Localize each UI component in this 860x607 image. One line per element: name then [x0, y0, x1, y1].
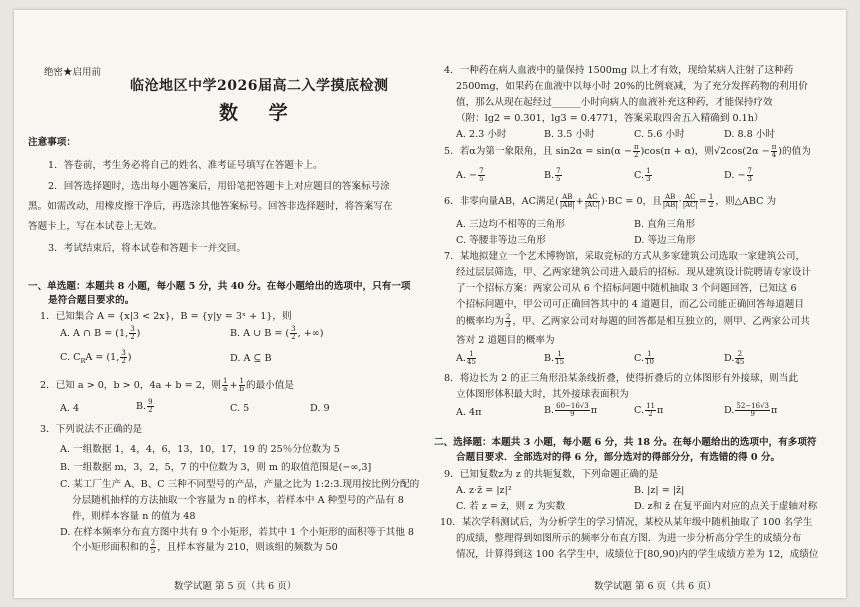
question-1-option-c: C. $C_RA = (1$, $\frac{3}{2}$ ) [60, 349, 132, 365]
question-4-stem-cont: 2500mg，如果药在血液中以每小时 20%的比例衰减，为了充分发挥药物的利用价 [456, 81, 808, 92]
question-1-stem: 1．已知集合 A = {x|3 < 2x}，B = {y|y = 3ˣ + 1}，则 [40, 311, 292, 322]
question-3-option-b: B. 一组数据 m，3，2，5，7 的中位数为 3，则 m 的取值范围是(−∞,3] [60, 462, 372, 473]
question-5-option-a: A. − $\frac{7}{5}$ [456, 167, 484, 183]
question-3-option-c-cont: 件，则样本容量 n 的值为 48 [72, 511, 196, 522]
question-7-stem-cont: 个招标问题中，甲公司可正确回答其中的 4 道题目，而乙公司能正确回答每道题目 [456, 299, 804, 310]
page-footer: 数学试题 第 6 页（共 6 页） [594, 581, 717, 592]
question-7-stem-cont: 的概率均为 $\frac{2}{3}$ ，甲、乙两家公司对每题的回答都是相互独立的，则甲、乙两家公司共 [456, 313, 810, 329]
section2-heading: 二、选择题：本题共 3 小题，每小题 6 分，共 18 分。在每小题给出的选项中，有多项符 [434, 437, 817, 448]
question-7-option-d: D. $\frac{2}{45}$ [724, 350, 745, 366]
question-9-option-c: C. 若 z = z̄，则 z 为实数 [456, 501, 566, 512]
subject-title: 数 学 [219, 102, 300, 124]
question-3-option-c: C. 某工厂生产 A、B、C 三种不同型号的产品，产量之比为 1:2:3.现用按比例分配的 [60, 479, 420, 490]
question-2-option-a: A. 4 [60, 403, 80, 414]
question-4-stem: 4．一种药在病人血液中的量保持 1500mg 以上才有效，现给某病人注射了这种药 [444, 65, 794, 76]
question-10-stem: 10．某次学科测试后，为分析学生的学习情况，某校从某年级中随机抽取了 100 名学生 [440, 517, 813, 528]
question-1-option-d: D. A ⊆ B [230, 353, 272, 364]
question-8-option-d: D. $\frac{52-16√3}{9}$ π [724, 402, 778, 418]
question-7-stem-cont: 经过层层筛选，甲、乙两家建筑公司进入最后的招标．现从建筑设计院聘请专家设计 [456, 267, 811, 278]
page-right [434, 10, 834, 598]
question-4-option-d: D. 8.8 小时 [724, 129, 775, 140]
question-8-option-c: C. $\frac{11}{2}$ π [634, 402, 664, 418]
question-5-option-d: D. − $\frac{7}{3}$ [724, 167, 752, 183]
question-9-option-d: D. z和 z̄ 在复平面内对应的点关于虚轴对称 [634, 501, 818, 512]
question-4-option-a: A. 2.3 小时 [456, 129, 507, 140]
question-6-option-c: C. 等腰非等边三角形 [456, 235, 546, 246]
question-3-option-d: D. 在样本频率分布直方图中共有 9 个小矩形，若其中 1 个小矩形的面积等于其他 8 [60, 527, 415, 538]
question-9-option-a: A. z·z̄ = |z|² [456, 485, 512, 496]
section2-heading-cont: 合题目要求．全部选对的得 6 分，部分选对的得部分分，有选错的得 0 分。 [456, 452, 781, 463]
note-line: 3．考试结束后，将本试卷和答题卡一并交回。 [48, 243, 246, 254]
section1-heading: 一、单选题：本题共 8 小题，每小题 5 分，共 40 分。在每小题给出的选项中，只有一项 [28, 281, 411, 292]
note-line: 1．答卷前，考生务必将自己的姓名、准考证号填写在答题卡上。 [48, 160, 323, 171]
exam-title: 临沧地区中学2026届高二入学摸底检测 [130, 78, 389, 94]
question-1-option-b: B. A ∪ B = ( $\frac{3}{2}$ , +∞) [230, 325, 324, 341]
question-3-option-d-cont: 个小矩形面积和的 $\frac{2}{5}$ ，且样本容量为 210，则该组的频数为 50 [72, 539, 338, 555]
question-2-option-d: D. 9 [310, 403, 330, 414]
question-9-option-b: B. |z| = |z̄| [634, 485, 685, 496]
question-7-option-b: B. $\frac{1}{15}$ [544, 350, 565, 366]
question-8-stem-cont: 立体图形体积最大时，其外接球表面积为 [456, 389, 629, 400]
page-left [14, 10, 420, 598]
question-5-option-c: C. $\frac{1}{3}$ [634, 167, 651, 183]
notes-title: 注意事项： [28, 137, 76, 148]
note-line: 2．回答选择题时，选出每小题答案后，用铅笔把答题卡上对应题目的答案标号涂 [48, 181, 390, 192]
question-2-option-b: B. $\frac{9}{2}$ [136, 398, 153, 414]
question-1-option-a: A. A ∩ B = (1, $\frac{3}{2}$ ) [60, 325, 141, 341]
question-2-stem: 2．已知 a > 0，b > 0，4a + b = 2，则 $\frac{1}{a}$ + $\frac{1}{b}$ 的最小值是 [40, 377, 294, 393]
question-7-option-a: A. $\frac{1}{45}$ [456, 350, 476, 366]
question-5-option-b: B. $\frac{7}{5}$ [544, 167, 561, 183]
question-8-stem: 8．将边长为 2 的正三角形沿某条线折叠，使得折叠后的立体图形有外接球，则当此 [444, 373, 799, 384]
question-4-option-b: B. 3.5 小时 [544, 129, 595, 140]
question-3-option-a: A. 一组数据 1，4，4，6，13，10，17，19 的 25％分位数为 5 [60, 444, 340, 455]
question-7-stem-cont: 了一个招标方案：两家公司从 6 个招标问题中随机抽取 3 个问题回答，已知这 6 [456, 283, 797, 294]
question-6-option-b: B. 直角三角形 [634, 219, 696, 230]
note-line: 答题卡上，写在本试卷上无效。 [28, 221, 163, 232]
secret-label: 绝密★启用前 [44, 67, 102, 78]
question-2-option-c: C. 5 [230, 403, 250, 414]
question-9-stem: 9．已知复数z为 z 的共轭复数，下列命题正确的是 [444, 469, 659, 480]
page-footer: 数学试题 第 5 页（共 6 页） [174, 581, 297, 592]
question-7-option-c: C. $\frac{1}{10}$ [634, 350, 654, 366]
question-6-option-a: A. 三边均不相等的三角形 [456, 219, 565, 230]
question-3-option-c-cont: 分层随机抽样的方法抽取一个容量为 n 的样本，若样本中 A 种型号的产品有 8 [72, 495, 404, 506]
question-8-option-b: B. $\frac{60-16√3}{9}$ π [544, 402, 598, 418]
question-7-stem: 7．某地拟建立一个艺术博物馆，采取竞标的方式从多家建筑公司选取一家建筑公司， [444, 251, 806, 262]
question-4-stem-cont: （附：lg2 = 0.301，lg3 = 0.4771，答案采取四舍五入精确到 0.1h） [456, 113, 764, 124]
question-7-stem-cont: 答对 2 道题目的概率为 [456, 335, 555, 346]
question-3-stem: 3．下列说法不正确的是 [40, 424, 143, 435]
question-8-option-a: A. 4π [456, 407, 482, 418]
note-line: 黑。如需改动，用橡皮擦干净后，再选涂其他答案标号。回答非选择题时，将答案写在 [28, 201, 393, 212]
exam-sheet [14, 10, 846, 598]
question-6-option-d: D. 等边三角形 [634, 235, 696, 246]
question-5-stem: 5．若α为第一象限角，且 sin2α = sin(α − $\frac{\pi}{2}$ )cos(π + α)，则√2cos(2α − $\frac{\pi}{4}$ )的值为 [444, 143, 811, 159]
question-6-stem: 6．非零向量AB，AC满足( $\frac{AB}{|AB|}$ + $\frac{AC}{|AC|}$ )·BC = 0，且 $\frac{AB}{|AB|}$ · $\frac{AC}{|AC|}$ = $\frac{1}{2}$ ，则△ABC 为 [444, 193, 777, 209]
section1-heading-cont: 是符合题目要求的。 [48, 295, 135, 306]
question-4-stem-cont: 值，那么从现在起经过______小时向病人的血液补充这种药，才能保持疗效 [456, 97, 773, 108]
question-10-stem-cont: 情况，计算得到这 100 名学生中，成绩位于[80,90)内的学生成绩方差为 12，成绩位 [456, 549, 819, 560]
question-10-stem-cont: 的成绩，整理得到如图所示的频率分布直方图．为进一步分析高分学生的成绩分布 [456, 533, 802, 544]
question-4-option-c: C. 5.6 小时 [634, 129, 685, 140]
